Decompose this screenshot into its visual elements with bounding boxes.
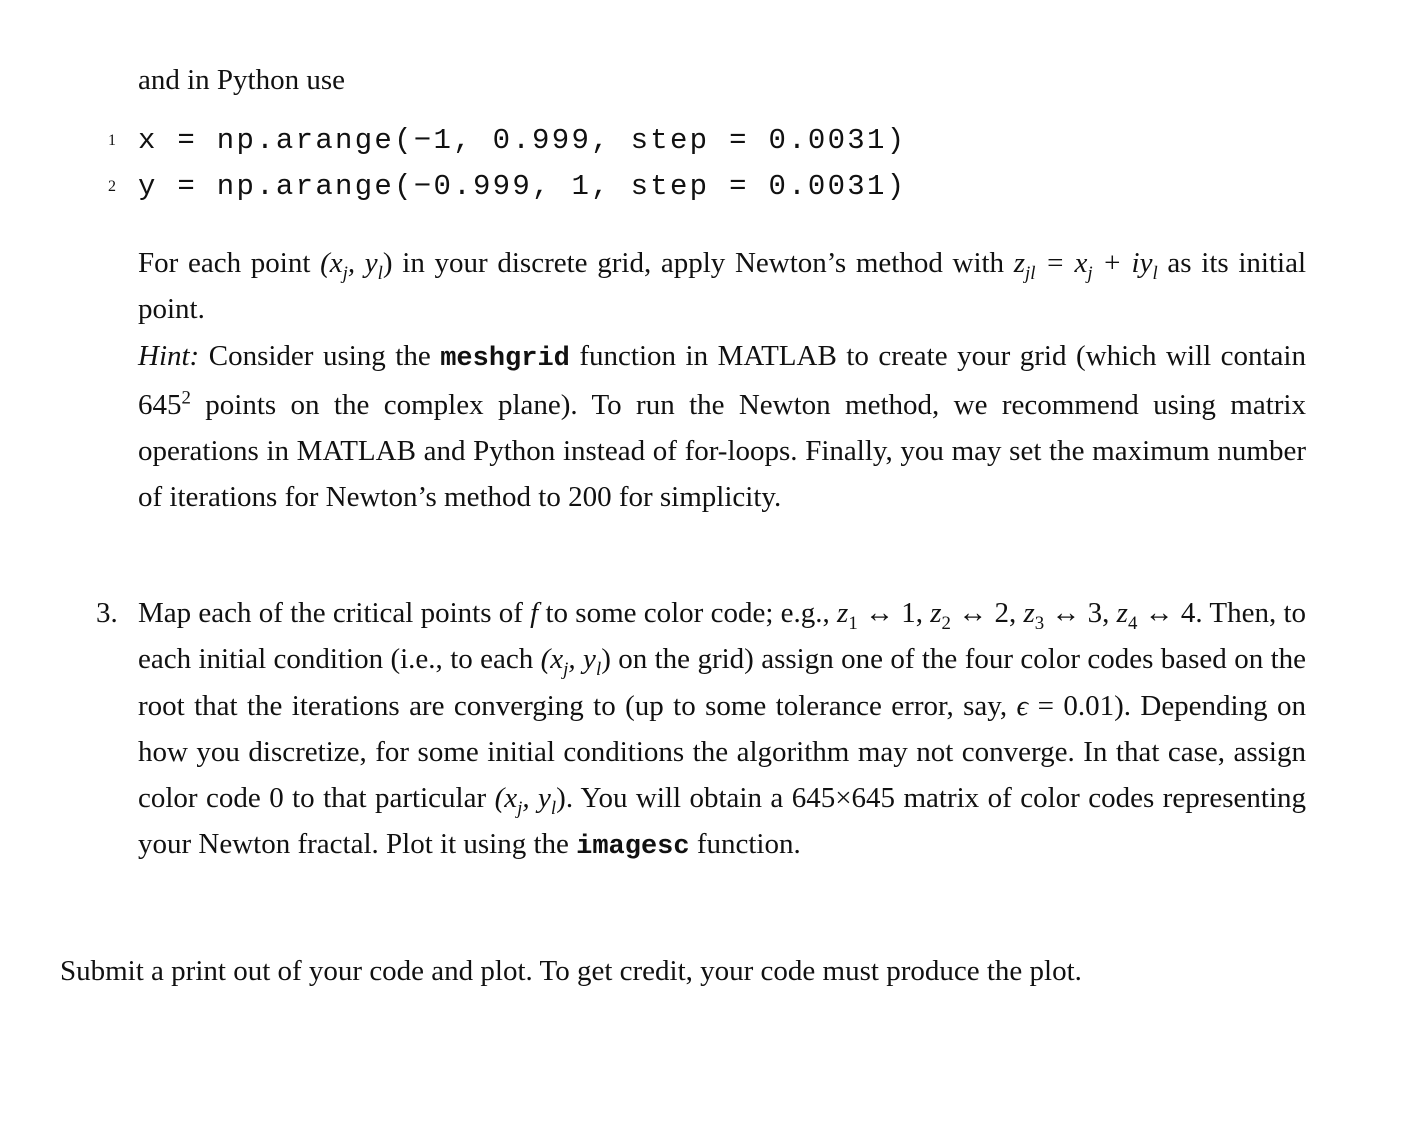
- superscript: 2: [181, 387, 191, 409]
- text: ↔ 3,: [1044, 597, 1117, 629]
- text: ↔ 2,: [950, 597, 1024, 629]
- text: . You will obtain a 645×645 matrix of color codes representing your Newton fractal. Plot it using the: [138, 782, 1307, 861]
- code-line: [0, 118, 1000, 164]
- text: ↔ 1,: [857, 597, 931, 629]
- list-item-3: [138, 590, 1306, 871]
- line-number: 1: [108, 132, 116, 149]
- code-line: [0, 164, 1000, 210]
- intro-text: and in Python use: [138, 64, 346, 96]
- math-sub: l: [377, 262, 383, 284]
- math: z: [1116, 597, 1128, 629]
- text: to some color code; e.g.,: [538, 597, 838, 629]
- math: (x: [320, 247, 343, 279]
- math: , y: [522, 782, 551, 815]
- math-sub: j: [517, 797, 523, 819]
- math-sub: j: [342, 262, 348, 284]
- text: as its initial point.: [138, 247, 1307, 326]
- newton-paragraph: [138, 240, 1306, 521]
- math: ): [556, 782, 566, 815]
- list-item-number: 3.: [96, 597, 118, 629]
- math-sub: l: [1152, 262, 1158, 284]
- code-listing: [0, 118, 1000, 210]
- hint-label: Hint:: [138, 339, 200, 372]
- math-sub: 2: [941, 612, 951, 634]
- text: Consider using the: [199, 339, 441, 372]
- hint-paragraph: [138, 333, 1306, 521]
- math: (x: [540, 643, 564, 676]
- inline-code: meshgrid: [440, 343, 570, 374]
- math: ): [382, 247, 393, 279]
- text: in your discrete grid, apply Newton’s method with: [392, 247, 1014, 279]
- math-sub: l: [595, 659, 602, 681]
- text: Map each of the critical points of: [138, 597, 531, 629]
- math: , y: [568, 643, 596, 676]
- math-sub: 3: [1034, 612, 1045, 634]
- text: points on the complex plane). To run the Newton method, we recommend using matrix operations in MATLAB and Python instead of for-loops. Finally, you may set the maximum number of iterations for Newton’s method to 200 for simplicity.: [138, 388, 1306, 514]
- math: z: [837, 597, 849, 629]
- math: ): [601, 643, 611, 676]
- text: ↔ 4. Then, to each initial condition (i.e., to each: [138, 597, 1307, 676]
- math: f: [530, 597, 539, 629]
- text: on the grid) assign one of the four color codes based on the root that the iterations are converging to (up to some tolerance error, say,: [138, 643, 1307, 722]
- math: + iy: [1092, 247, 1153, 279]
- code-text: y = np.arange(−0.999, 1, step = 0.0031): [138, 170, 907, 203]
- text: For each point: [138, 247, 321, 279]
- text: function in MATLAB to create your grid (which will contain 645: [138, 339, 1306, 421]
- math: ϵ: [1016, 689, 1029, 722]
- line-number: 2: [108, 178, 116, 195]
- math: z: [930, 597, 942, 629]
- math: (x: [494, 782, 518, 815]
- code-text: x = np.arange(−1, 0.999, step = 0.0031): [138, 124, 907, 157]
- math: z: [1013, 247, 1026, 279]
- math: , y: [347, 247, 378, 279]
- text: function.: [689, 828, 801, 861]
- submission-instructions: Submit a print out of your code and plot. To get credit, your code must produce the plot.: [60, 955, 1082, 987]
- math-sub: 4: [1127, 612, 1138, 634]
- inline-code: imagesc: [576, 832, 690, 863]
- math-sub: 1: [848, 612, 858, 634]
- text: = 0.01). Depending on how you discretize, for some initial conditions the algorithm may not converge. In that case, assign color code 0 to that particular: [138, 689, 1306, 815]
- math-sub: jl: [1025, 262, 1036, 284]
- math-sub: l: [550, 797, 557, 819]
- math: = x: [1035, 247, 1088, 279]
- math-sub: j: [1087, 262, 1093, 284]
- math-sub: j: [563, 659, 569, 681]
- math: z: [1023, 597, 1035, 629]
